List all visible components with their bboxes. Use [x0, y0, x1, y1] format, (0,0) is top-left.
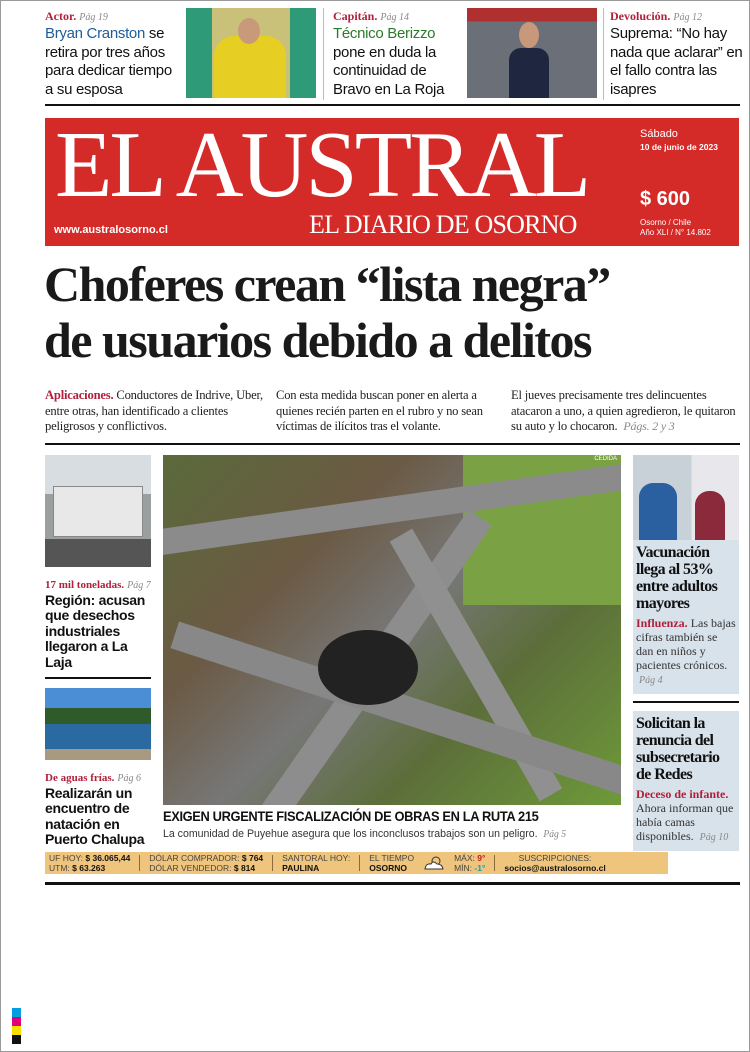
teaser-kicker: Actor.	[45, 9, 77, 23]
max-value: 9°	[477, 853, 486, 863]
partly-cloudy-icon	[423, 855, 445, 871]
story-kicker: 17 mil toneladas.	[45, 578, 125, 591]
location: Osorno / Chile	[640, 218, 692, 227]
deck-col-2: Con esta medida buscan poner en alerta a quienes recién parten en el rubro y no sean víctimas de ilícitos tras el volante.	[276, 388, 483, 433]
vaccination-photo	[633, 455, 739, 540]
dolar-v-label: DÓLAR VENDEDOR:	[149, 863, 232, 873]
teaser-kicker: Devolución.	[610, 9, 671, 23]
teaser-title: Suprema: “No hay nada que aclarar” en el fallo contra las isapres	[610, 25, 743, 98]
divider	[603, 8, 604, 100]
photo-credit: CEDIDA	[594, 456, 617, 462]
story-page: Pág 10	[699, 832, 729, 843]
story-kicker: Deceso de infante.	[636, 787, 729, 801]
teaser-page: Pág 14	[380, 12, 409, 23]
left-story-2[interactable]	[45, 768, 151, 848]
subs-label: SUSCRIPCIONES:	[518, 853, 592, 863]
teaser-title: pone en duda la continuidad de Bravo en La Roja	[333, 43, 445, 98]
headline-line: de usuarios debido a delitos	[44, 312, 592, 368]
edition: Año XLI / N° 14.802	[640, 228, 711, 237]
story-title: Región: acusan que desechos industriales llegaron a La Laja	[45, 591, 146, 670]
teaser-1[interactable]	[45, 7, 183, 99]
deck-col-1	[45, 388, 263, 435]
story-title: Solicitan la renuncia del subsecretario de Redes	[636, 715, 720, 783]
deck-text: Conductores de Indrive, Uber, entre otras, han identificado a clientes peligrosos y conflictivos.	[45, 388, 263, 433]
rule	[45, 443, 740, 445]
teaser-title: se retira por tres años para dedicar tiempo a su esposa	[45, 25, 172, 98]
registration-mark-black	[12, 1035, 21, 1044]
story-title: Realizarán un encuentro de natación en Puerto Chalupa	[45, 784, 145, 848]
utm-value: $ 63.263	[72, 863, 106, 873]
masthead-title: EL AUSTRAL	[55, 113, 589, 217]
santoral-value: PAULINA	[282, 863, 320, 873]
teaser-kicker: Capitán.	[333, 9, 378, 23]
deck-kicker: Aplicaciones.	[45, 388, 114, 402]
tiempo-label: EL TIEMPO	[369, 853, 415, 863]
rule	[45, 882, 740, 885]
uf-label: UF HOY:	[49, 853, 84, 863]
teaser-1-photo	[186, 8, 316, 98]
story-page: Pág 7	[127, 579, 151, 591]
price: $ 600	[640, 188, 691, 210]
subs-email[interactable]: socios@australosorno.cl	[504, 863, 606, 873]
main-photo	[163, 455, 621, 805]
max-label: MÁX:	[454, 853, 475, 863]
teaser-2[interactable]	[333, 7, 463, 99]
headline-line: Choferes crean “lista negra”	[44, 256, 610, 312]
right-column	[633, 455, 739, 851]
uf-value: $ 36.065,44	[85, 853, 131, 863]
story-page: Pág 6	[117, 772, 141, 784]
rule	[633, 701, 739, 703]
separator	[494, 855, 495, 871]
right-story-2[interactable]	[633, 711, 739, 851]
caption-page: Pág 5	[543, 829, 567, 840]
teaser-2-photo	[467, 8, 597, 98]
deck-text: El jueves precisamente tres delincuentes atacaron a uno, a quien agredieron, le quitaron su auto y lo chocaron.	[511, 388, 736, 433]
separator	[139, 855, 140, 871]
santoral-label: SANTORAL HOY:	[282, 853, 351, 863]
main-headline[interactable]	[44, 256, 610, 368]
divider	[323, 8, 324, 100]
masthead	[45, 113, 739, 246]
tiempo-value: OSORNO	[369, 863, 407, 873]
registration-mark-magenta	[12, 1017, 21, 1026]
lake-photo	[45, 688, 151, 760]
deck-col-3	[511, 388, 743, 435]
min-label: MÍN:	[454, 863, 473, 873]
main-photo-title[interactable]: EXIGEN URGENTE FISCALIZACIÓN DE OBRAS EN LA RUTA 215	[163, 808, 539, 824]
deck-page: Págs. 2 y 3	[623, 419, 675, 433]
rule	[45, 677, 151, 679]
story-text: Las bajas cifras también se dan en niños y pacientes crónicos.	[636, 616, 736, 672]
website-link[interactable]: www.australosorno.cl	[54, 224, 168, 236]
teaser-title-highlight: Técnico Berizzo	[333, 25, 436, 42]
teaser-page: Pág 19	[79, 12, 108, 23]
separator	[272, 855, 273, 871]
story-title: Vacunación llega al 53% entre adultos mayores	[636, 544, 718, 612]
separator	[359, 855, 360, 871]
registration-mark-yellow	[12, 1026, 21, 1035]
info-bar	[45, 852, 668, 874]
left-story-1[interactable]	[45, 575, 151, 671]
utm-label: UTM:	[49, 863, 70, 873]
day: Sábado	[640, 128, 678, 140]
story-kicker: Influenza.	[636, 616, 688, 630]
masthead-subtitle: EL DIARIO DE OSORNO	[309, 210, 577, 239]
dolar-v-value: $ 814	[233, 863, 256, 873]
teaser-page: Pág 12	[673, 12, 702, 23]
rule	[45, 104, 740, 106]
dolar-c-value: $ 764	[241, 853, 264, 863]
truck-photo	[45, 455, 151, 567]
teaser-title-highlight: Bryan Cranston	[45, 25, 146, 42]
registration-mark-cyan	[12, 1008, 21, 1017]
main-photo-caption	[163, 828, 566, 840]
date: 10 de junio de 2023	[640, 142, 718, 152]
caption-text: La comunidad de Puyehue asegura que los inconclusos trabajos son un peligro.	[163, 828, 538, 840]
left-column	[45, 455, 151, 848]
story-page: Pág 4	[639, 675, 663, 686]
story-text: Ahora informan que había camas disponibles.	[636, 801, 734, 843]
teaser-3[interactable]	[610, 7, 745, 99]
dolar-c-label: DÓLAR COMPRADOR:	[149, 853, 240, 863]
min-value: -1°	[474, 863, 486, 873]
right-story-1[interactable]	[633, 455, 739, 694]
story-kicker: De aguas frías.	[45, 771, 115, 784]
